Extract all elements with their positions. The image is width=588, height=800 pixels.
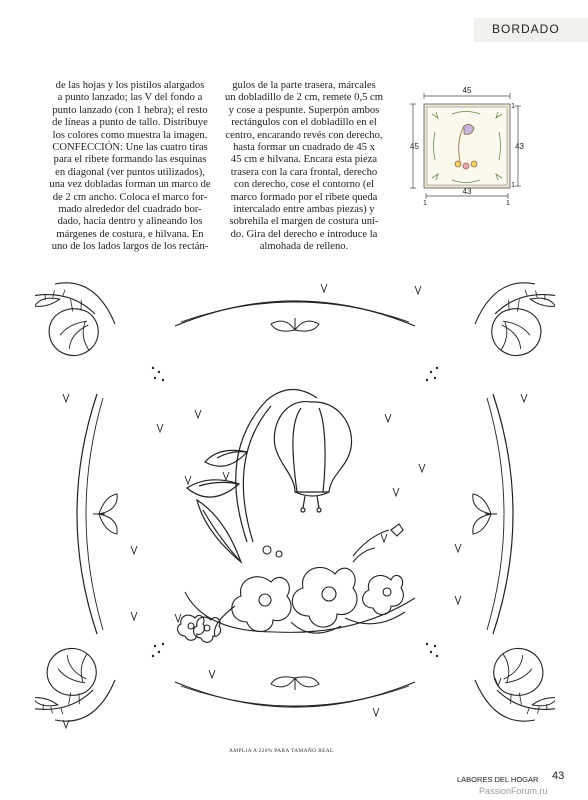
flower-cluster [178,524,415,642]
section-label: BORDADO [492,22,560,36]
corner-bud-bottom-left [35,640,104,725]
dim-left-label: 45 [410,142,419,151]
footer-magazine: LABORES DEL HOGAR [457,775,539,784]
dim-bottom-label: 43 [462,187,472,196]
vine-tr [475,283,535,324]
text-column-2 [221,80,387,254]
left-leaf-sprig [93,494,117,534]
text-line: una vez dobladas forman un marco de [49,179,211,191]
dim-corner-label: 1 [506,200,510,206]
text-line: rectángulos con el dobladillo en el [231,117,377,129]
text-line: para el ribete formando las esquinas [53,154,207,166]
text-line: do. Gira del derecho e introduce la [230,228,378,240]
pattern-caption: AMPLIA A 220% PARA TAMAÑO REAL [229,748,334,754]
text-line: hasta formar un cuadrado de 45 x [233,142,375,154]
cushion-inner [427,107,507,185]
text-column-1 [48,80,212,254]
text-line: punto lanzado (con 1 hebra); el resto [52,104,208,116]
text-line: centro, encarando revés con derecho, [225,129,383,141]
text-line: sobrehila el margen de costura uni- [229,216,379,228]
text-line: marco formado por el ribete queda [230,191,378,203]
text-line: de líneas a punto de tallo. Distribuye [52,117,208,129]
embroidery-pattern [35,262,555,742]
text-line: de 2 cm ancho. Coloca el marco for- [52,191,208,203]
dim-corner-label: 1 [511,103,515,110]
text-line: CONFECCIÓN: Une las cuatro tiras [52,142,208,154]
dim-corner-label: 1 [423,200,427,206]
text-line: los colores como muestra la imagen. [52,129,208,141]
text-line: a punto lanzado; las V del fondo a [57,92,203,104]
text-line: trasera con la cara frontal, derecho [230,166,378,178]
text-line: de las hojas y los pistilos alargados [55,80,205,91]
right-leaf-sprig [473,494,497,534]
text-line: con derecho, cose el contorno (el [233,179,374,191]
watermark: PassionForum.ru [479,786,548,796]
text-line: uno de los lados largos de los rectán- [51,241,209,253]
text-line: intercalado entre ambas piezas) y [233,204,375,216]
cushion-diagram [408,86,524,206]
dim-top-label: 45 [462,86,472,95]
v-stitches [63,284,527,728]
dim-right-label: 43 [515,142,524,151]
corner-bud-top-right [484,278,555,363]
text-line: 45 cm e hilvana. Encara esta pieza [230,154,378,166]
vine-tl [55,283,115,324]
corner-bud-bottom-right [486,640,555,725]
page-number: 43 [552,770,565,782]
vine-bl [55,680,115,721]
text-line: mado alrededor del cuadrado bor- [58,204,202,216]
bottom-leaf-sprig [271,677,319,690]
vine-br [475,680,535,721]
text-line: dado, hacia dentro y alineando los [57,216,203,228]
text-line: en diagonal (ver puntos utilizados), [55,166,205,178]
text-line: y cose a pespunte. Superpón ambos [228,104,380,116]
top-leaf-sprig [271,318,319,331]
corner-bud-top-left [35,278,106,363]
text-line: márgenes de costura, e hilvana. En [56,228,204,240]
text-line: un dobladillo de 2 cm, remete 0,5 cm [225,92,383,104]
text-line: almohada de relleno. [259,241,349,253]
dim-corner-label: 1 [511,182,515,189]
text-line: gulos de la parte trasera, márcales [232,80,376,91]
central-bellflower [187,389,352,562]
